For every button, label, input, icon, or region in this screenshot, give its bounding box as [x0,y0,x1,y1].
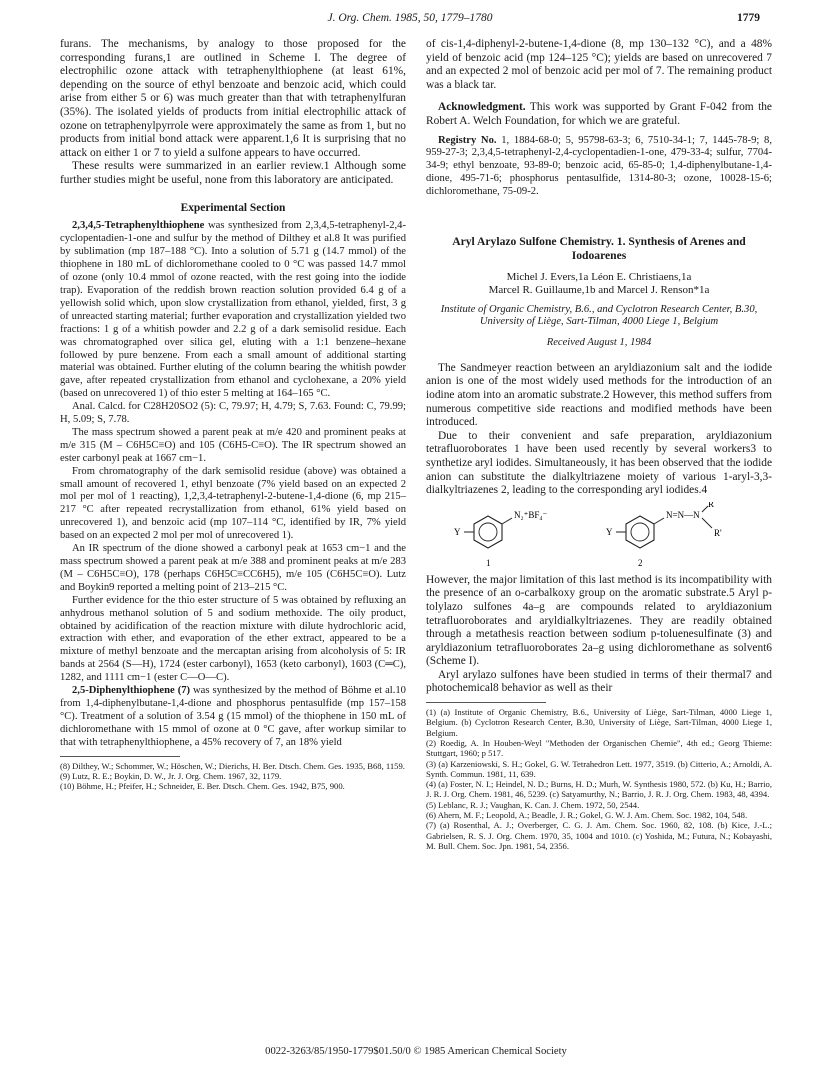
acknowledgment-heading: Acknowledgment. [438,101,526,114]
paragraph: Anal. Calcd. for C28H20SO2 (5): C, 79.97; H, 4.79; S, 7.63. Found: C, 79.99; H, 5.09; S, 7.78. [60,401,406,426]
paragraph: An IR spectrum of the dione showed a carbonyl peak at 1653 cm−1 and the mass spectrum showed a parent peak at m/e 388 and prominent peaks at m/e 283 (M – C6H5C≡O), 178 (perhaps C6H5C≡CC6H5), m/e 105 (C6H5C≡O). Lutz and Boykin9 reported a melting point of 213–215 °C. [60,543,406,593]
paragraph-text: was synthesized by the method of Böhme et al.10 from 1,4-diphenylbutane-1,4-dione and phosphorus pentasulfide (mp 157–158 °C). Treatment of a solution of 3.54 g (15 mmol) of the thiophene in 150 mL of dichloromethane with 15 mmol of ozone at 0 °C gave, after workup similar to that with tetraphenylthiophene, a 45% recovery of 7, an 18% yield [60,685,406,748]
footnote: (1) (a) Institute of Organic Chemistry, B.6., University of Liège, Sart-Tilman, 4000 Liege 1, Belgium. (b) Cyclotron Research Center, B.30, University of Liège, Sart-Tilman, 4000 Liege 1, Belgium. [426,707,772,738]
footnote: (5) Leblanc, R. J.; Vaughan, K. Can. J. Chem. 1972, 50, 2544. [426,799,640,810]
footnote: (4) (a) Foster, N. I.; Heindel, N. D.; Burns, H. D.; Murh, W. Synthesis 1980, 572. (b) Ku, H.; Barrio, J. R. J. Org. Chem. 1981, 46, 5239. (c) Satyamurthy, N.; Barrio, J. R. J. Org. Chem. 1983, 48, 4394. [426,779,772,800]
triazene-group: N=N—N [666,509,700,520]
paragraph: Further evidence for the thio ester structure of 5 was obtained by refluxing an anhydrous methanol solution of 5 and sodium methoxide. The oily product, obtained by acidification of the reaction mixture with dilute hydrochloric acid, extraction with ether, and evaporation of the ether extract, appeared to be a mixture of methyl benzoate and the mercaptan arising from alcoholysis of 5: IR bands at 2564 (S—H), 1724 (ester carbonyl), 1653 (keto carbonyl), 1603 (C═C), 1282, and 1111 cm−1 (ester C—O—C). [60,594,406,684]
registry-text: 1, 1884-68-0; 5, 95798-63-3; 6, 7510-34-1; 7, 1445-78-9; 8, 959-27-3; 2,3,4,5-tetraphenyl-2,4-cyclopentadien-1-one, 479-33-4; sulfur, 7704-34-9; ethyl benzoate, 93-89-0; benzoic acid, 65-85-0; 1,4-diphenylbutane-1,4-dione, 495-71-6; phosphorus pentasulfide, 1314-80-3; ozone, 10028-15-6; dichloromethane, 75-09-2. [426,134,772,198]
compound-name: 2,3,4,5-Tetraphenylthiophene [72,220,205,232]
paragraph: These results were summarized in an earlier review.1 Although some further studies might be useful, none from this laboratory are anticipated. [60,160,406,186]
journal-citation: J. Org. Chem. 1985, 50, 1779–1780 [327,12,493,24]
registry-heading: Registry No. [438,134,497,146]
received-date: Received August 1, 1984 [546,336,652,348]
substituent-r-prime: R' [714,527,722,538]
registry-numbers [426,135,772,200]
paragraph-text: was synthesized from 2,3,4,5-tetraphenyl-2,4-cyclopentadien-1-one and sulfur by the method of Dilthey et al.8 It was purified by sublimation (mp 187–188 °C). Into a solution of 5.71 g (14.7 mmol) of the thiophene in 180 mL of dichloromethane cooled to 0 °C was passed 14.7 mmol of ozone (only 10.4 mmol of ozone reacted, with the rest going into the iodide trap). Evaporation of the reddish brown reaction solution provided 6.4 g of a yellowish solid which, upon slow crystallization from ethanol, yielded, first, 3 g of unreacted starting material; further evaporation and crystallization yielded two fractions: 1 g of a whitish powder and 2.2 g of a dark semisolid residue. Each was chromatographed over silica gel, eluting with a 1:1 benzene–hexane followed by pure benzene. From each a small amount of additional starting material was obtained. Further eluting of the column bearing the whitish powder gave, after repeated crystallization from ethanol and cyclohexane, a 20% yield (based on unrecovered 1) of thio ester 5 melting at 164–165 °C. [60,220,406,400]
left-column [60,38,406,791]
paragraph: The mass spectrum showed a parent peak at m/e 420 and prominent peaks at m/e 315 (M – C6H5C≡O) and 105 (C6H5-C≡O). The IR spectrum showed an ester carbonyl peak at 1667 cm−1. [60,426,406,464]
paragraph: The Sandmeyer reaction between an aryldiazonium salt and the iodide anion is one of the most widely used methods for the introduction of an iodine atom into an aromatic substrate.2 However, this method suffers from numerous competitive side reactions and modified methods have been introduced. [426,361,772,429]
compound-label-1: 1 [486,557,491,568]
footnote-rule [426,702,546,703]
footnote: (7) (a) Rosenthal, A. J.; Overberger, C. G. J. Am. Chem. Soc. 1960, 82, 108. (b) Kice, J.-L.; Gabrielsen, R. S. J. Org. Chem. 1970, 35, 1004 and 1010. (c) Yoshida, M.; Futura, N.; Kobayashi, M. Bull. Chem. Soc. Jpn. 1981, 54, 2356. [426,820,772,851]
page-number: 1779 [737,12,760,24]
affiliation: Institute of Organic Chemistry, B.6., and Cyclotron Research Center, B.30, University of Liège, Sart-Tilman, 4000 Liege 1, Belgium [440,303,758,328]
acknowledgment-text: This work was supported by Grant F-042 from the Robert A. Welch Foundation, for which we are grateful. [426,101,772,127]
paragraph: Aryl arylazo sulfones have been studied in terms of their thermal7 and photochemical8 behavior as well as their [426,668,772,695]
author-line: Michel J. Evers,1a Léon E. Christiaens,1a [506,271,692,284]
benzene-ring-1 [464,516,512,548]
compound-label-2: 2 [638,557,643,568]
acknowledgment [426,101,772,128]
paragraph: furans. The mechanisms, by analogy to those proposed for the corresponding furans,1 are outlined in Scheme I. The degree of electrophilic ozone attack with tetraphenylthiophene (at least 61%, depending on the source of ethyl benzoate and benzoic acid, which could arise from either 5 or 6) was much greater than that with tetraphenylfuran (35%). The isolated yields of products from initial electrophilic attack of ozone on tetraphenylpyrrole were approximately the same as from 1, but no products from initial bond attack were apparent.1,6 It is surprising that no attack on either 1 or 7 to yield a sulfone appears to have occurred. [60,38,406,159]
footnote: (2) Roedig, A. In Houben-Weyl "Methoden der Organischen Chemie", 4th ed.; Georg Thieme: Stuttgart, 1960; p 517. [426,737,772,759]
substituent-y: Y [606,526,613,537]
paragraph: of cis-1,4-diphenyl-2-butene-1,4-dione (8, mp 130–132 °C), and a 48% yield of benzoic acid (mp 124–125 °C); yields are based on unrecovered 7 and an expected 2 mol of benzoic acid per mol of 7. The remaining product was a black tar. [426,38,772,91]
footnote-rule [60,756,180,757]
article-title: Aryl Arylazo Sulfone Chemistry. 1. Synthesis of Arenes and Iodoarenes [452,235,746,262]
authors [426,271,772,297]
paragraph: However, the major limitation of this last method is its incompatibility with the presence of an o-carbalkoxy group on the aromatic substrate.5 Aryl p-tolylazo sulfones 4a–g are compounds related to aryldiazonium tetrafluoroborates and aryldialkyltriazenes. They are readily obtained through a metathesis reaction between sodium p-toluenesulfinate (3) and aryldiazonium tetrafluoroborates 2a–g using dichloromethane as solvent6 (Scheme I). [426,573,772,668]
structure-scheme [426,502,772,572]
paragraph [60,685,406,750]
footnote: (9) Lutz, R. E.; Boykin, D. W., Jr. J. Org. Chem. 1967, 32, 1179. [60,770,282,781]
author-line: Marcel R. Guillaume,1b and Marcel J. Renson*1a [488,284,710,297]
footnote: (3) (a) Karzeniowski, S. H.; Gokel, G. W. Tetrahedron Lett. 1977, 3519. (b) Citterio, A.; Arnoldi, A. Synth. Commun. 1981, 11, 639. [426,758,772,779]
diazonium-group: N₂⁺BF₄⁻ [514,509,548,520]
footnote: (10) Böhme, H.; Pfeifer, H.; Schneider, E. Ber. Dtsch. Chem. Ges. 1942, B75, 900. [60,781,345,792]
paragraph: Due to their convenient and safe preparation, aryldiazonium tetrafluoroborates 1 have been used recently by several workers3 to synthetize aryl iodides. Simultaneously, it has been observed that the iodide anion can substitute the dialkyltriazene moiety of various 1-aryl-3,3-dialkyltriazenes 2, leading to the corresponding aryl iodides.4 [426,429,772,497]
paragraph [60,220,406,401]
chemical-structures [426,502,772,572]
paragraph: From chromatography of the dark semisolid residue (above) was obtained a small amount of recovered 1, ethyl benzoate (7% yield based on an expected 2 mol per mol of 1 reacting), 1,2,3,4-tetraphenyl-2-butene-1,4-dione (6, mp 215–217 °C after repeated recrystallization from ethanol, 61% yield based on unrecovered 1), and benzoic acid (mp 107–114 °C, identified by IR, 7% yield based on an expected 2 mol per mol of unrecovered 1). [60,465,406,542]
section-heading: Experimental Section [180,201,286,214]
footnote: (6) Ahern, M. F.; Leopold, A.; Beadle, J. R.; Gokel, G. W. J. Am. Chem. Soc. 1982, 104, 548. [426,810,748,821]
substituent-y: Y [454,526,461,537]
substituent-r: R [708,501,715,509]
running-header [60,12,760,30]
copyright-footer: 0022-3263/85/1950-1779$01.50/0 © 1985 American Chemical Society [265,1046,567,1057]
right-column [426,38,772,851]
footnote: (8) Dilthey, W.; Schommer, W.; Höschen, W.; Dierichs, H. Ber. Dtsch. Chem. Ges. 1935, B68, 1159. [60,760,405,771]
compound-name: 2,5-Diphenylthiophene (7) [72,685,191,697]
